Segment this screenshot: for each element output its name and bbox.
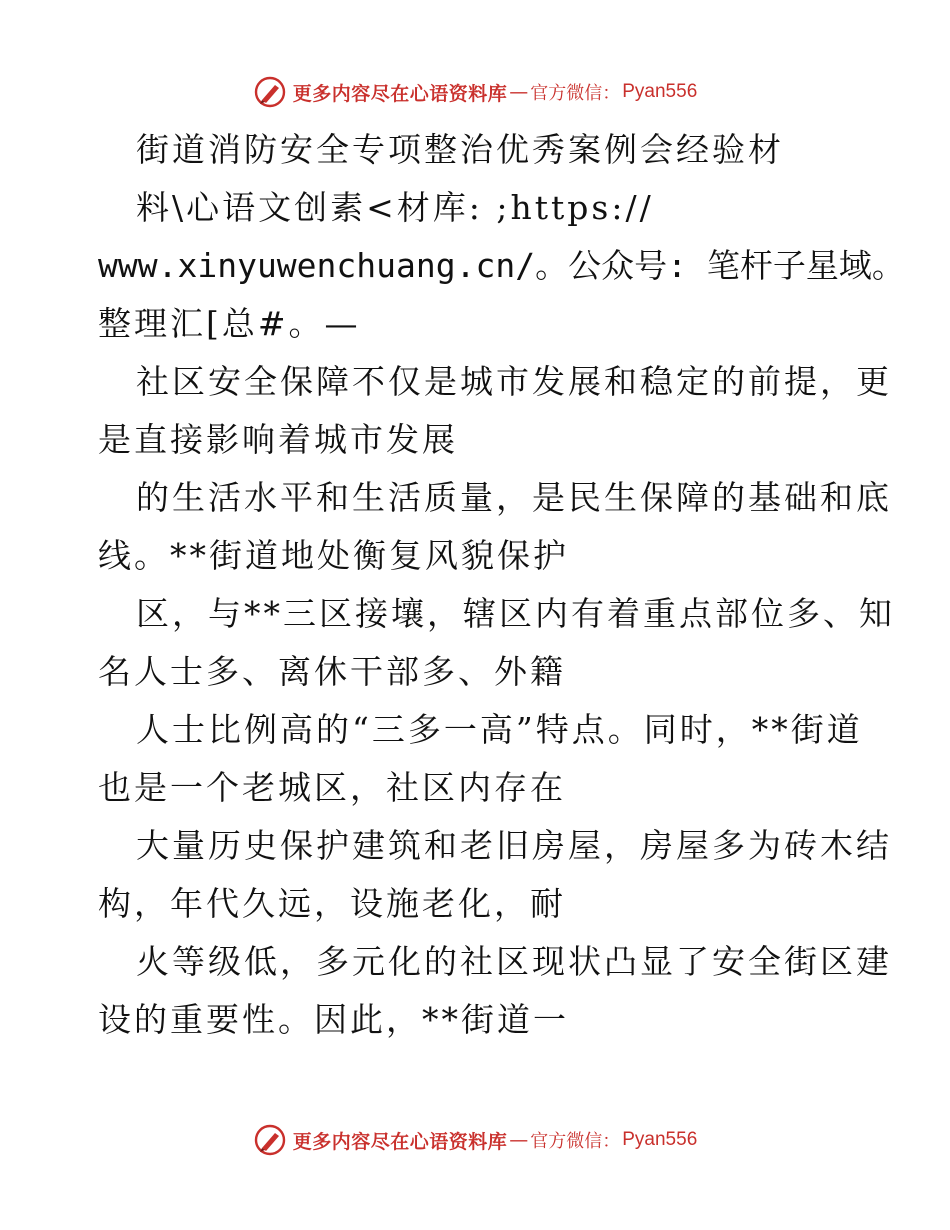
banner-title: 更多内容尽在心语资料库 — [292, 1130, 508, 1153]
url-text: www.xinyuwenchuang.cn/。公众号: 笔杆子星域。 — [98, 246, 905, 285]
banner-wechat-label: 官方微信： — [530, 83, 621, 104]
text-line: 大量历史保护建筑和老旧房屋，房屋多为砖木结 — [136, 826, 892, 865]
banner-wechat-id: Pyan556 — [622, 81, 698, 102]
text-line: 也是一个老城区，社区内存在 — [98, 768, 566, 807]
footer-banner — [0, 1120, 950, 1160]
banner-wechat-id: Pyan556 — [622, 1129, 698, 1150]
banner-dash: — — [509, 81, 529, 103]
text-line: 火等级低，多元化的社区现状凸显了安全街区建 — [136, 942, 892, 981]
document-body — [98, 121, 905, 1049]
text-line: 整理汇[总#。— — [98, 304, 361, 343]
text-line: 构，年代久远，设施老化，耐 — [98, 884, 566, 923]
header-banner — [0, 72, 950, 112]
text-line: 社区安全保障不仅是城市发展和稳定的前提，更 — [136, 362, 892, 401]
pen-logo-icon — [253, 1123, 287, 1157]
text-line: 的生活水平和生活质量，是民生保障的基础和底 — [136, 478, 892, 517]
banner-dash: — — [509, 1129, 529, 1151]
document-title-line-1: 街道消防安全专项整治优秀案例会经验材 — [136, 130, 784, 169]
text-line: 名人士多、离休干部多、外籍 — [98, 652, 566, 691]
banner-title: 更多内容尽在心语资料库 — [292, 82, 508, 105]
text-line: 设的重要性。因此，**街道一 — [98, 1000, 569, 1039]
banner-wechat-label: 官方微信： — [530, 1131, 621, 1152]
pen-logo-icon — [253, 75, 287, 109]
document-title-line-2: 料\心语文创素<材库: ;https:// — [136, 188, 654, 227]
text-line: 是直接影响着城市发展 — [98, 420, 458, 459]
text-line: 区，与**三区接壤，辖区内有着重点部位多、知 — [136, 594, 895, 633]
url-line — [98, 237, 905, 295]
text-line: 线。**街道地处衡复风貌保护 — [98, 536, 569, 575]
text-line: 人士比例高的“三多一高”特点。同时，**街道 — [136, 710, 863, 749]
